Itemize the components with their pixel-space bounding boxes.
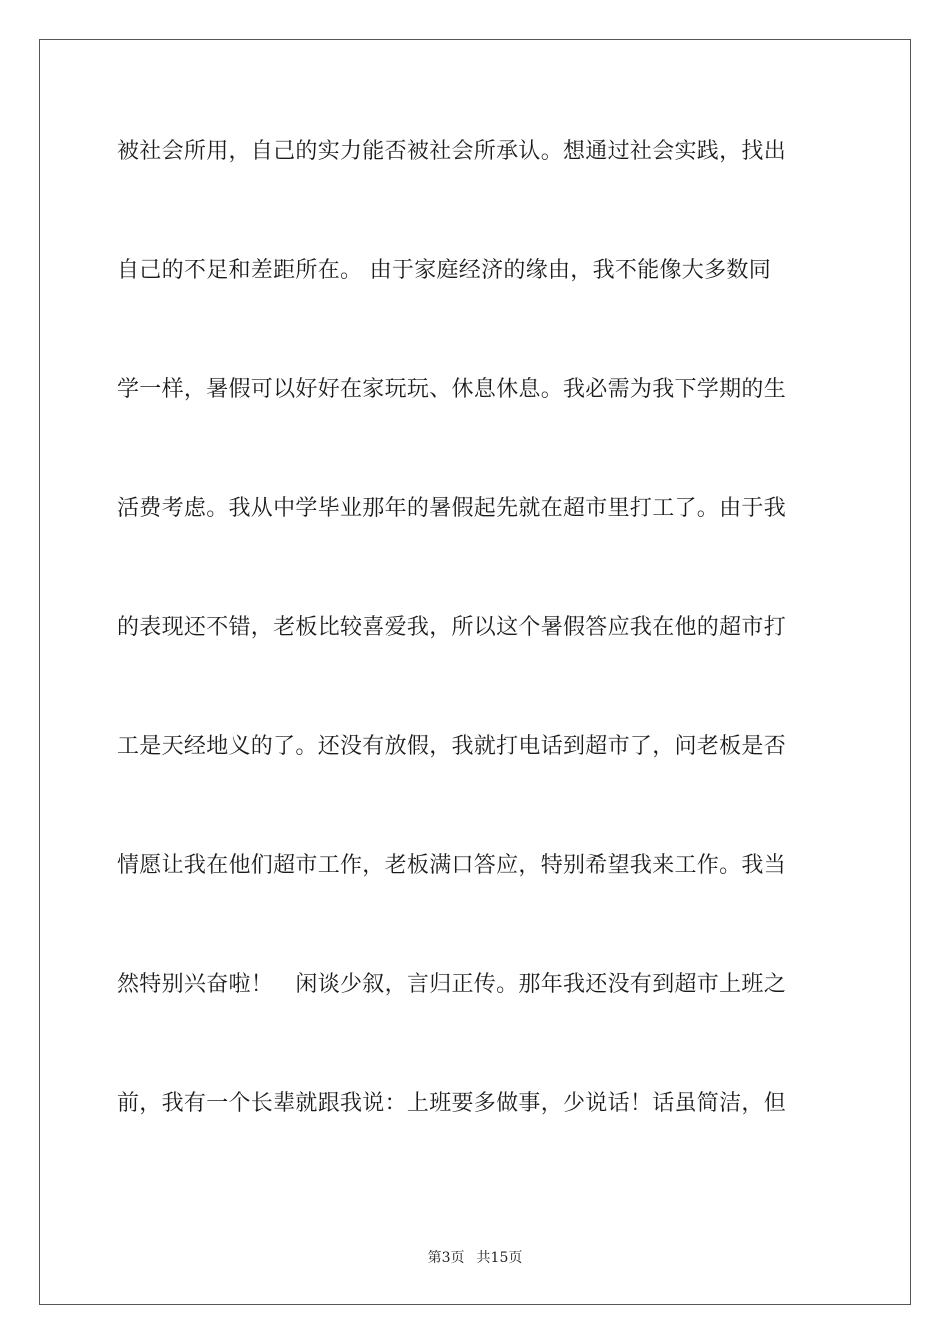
text-line: 前，我有一个长辈就跟我说：上班要多做事，少说话！话虽简洁，但 [117,1091,787,1116]
text-line: 自己的不足和差距所在。 由于家庭经济的缘由，我不能像大多数同 [117,258,771,283]
text-line: 学一样，暑假可以好好在家玩玩、休息休息。我必需为我下学期的生 [117,377,787,402]
text-line: 被社会所用，自己的实力能否被社会所承认。想通过社会实践，找出 [117,139,787,164]
total-pages: 共15页 [476,1250,523,1266]
text-line: 工是天经地义的了。还没有放假，我就打电话到超市了，问老板是否 [117,734,787,759]
text-line: 然特别兴奋啦！ 闲谈少叙，言归正传。那年我还没有到超市上班之 [117,972,787,997]
text-line: 情愿让我在他们超市工作，老板满口答应，特别希望我来工作。我当 [117,853,787,878]
page-footer [0,1248,950,1268]
text-line: 的表现还不错，老板比较喜爱我，所以这个暑假答应我在他的超市打 [117,615,787,640]
document-body [117,128,833,1199]
current-page-number: 第3页 [427,1250,465,1266]
text-line: 活费考虑。我从中学毕业那年的暑假起先就在超市里打工了。由于我 [117,496,787,521]
